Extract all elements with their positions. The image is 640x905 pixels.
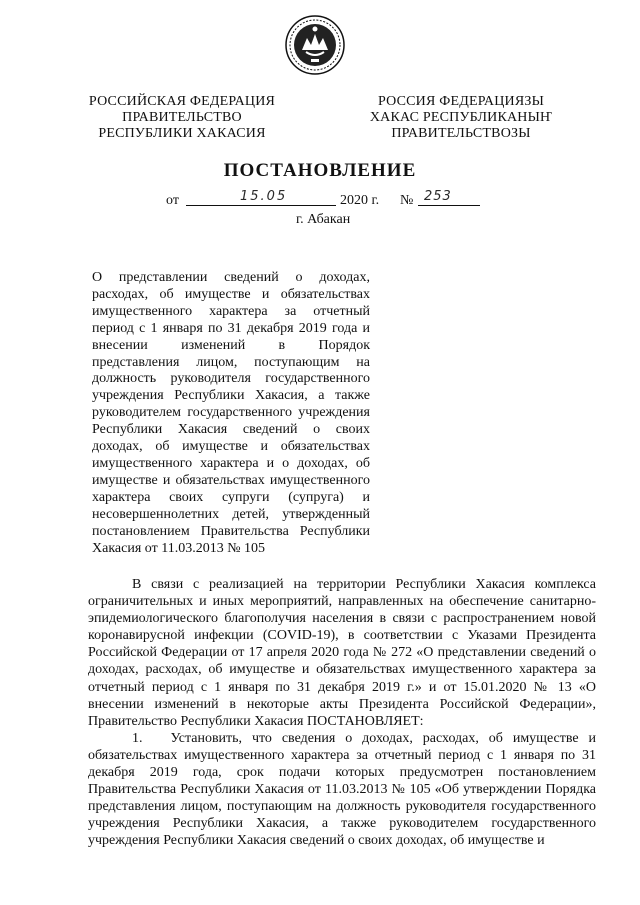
number-sign: № [400, 193, 414, 208]
body-text [88, 576, 596, 850]
subject-paragraph: О представлении сведений о доходах, расходах, об имуществе и обязательствах имущественного характера за отчетный период с 1 января по 31 декабря 2019 года и внесении изменений в Порядок представления лицом, поступающим на должность руководителя государственного учреждения Республики Хакасия, а также руководителем государственного учреждения Республики Хакасия сведений о своих доходах, об имуществе и обязательствах имущественного характера и о доходах, об имуществе и обязательствах имущественного характера своих супруги (супруга) и несовершеннолетних детей, утвержденный постановлением Правительства Республики Хакасия от 11.03.2013 № 105 [92, 270, 370, 556]
header-right-line: ХАКАС РЕСПУБЛИКАНЫҤ [369, 110, 553, 125]
date-prefix: от [166, 193, 179, 208]
document-title: ПОСТАНОВЛЕНИЕ [223, 160, 417, 181]
header-left-line: РЕСПУБЛИКИ ХАКАСИЯ [98, 126, 266, 141]
city-label: г. Абакан [296, 212, 351, 227]
header-left-line: РОССИЙСКАЯ ФЕДЕРАЦИЯ [88, 94, 276, 109]
coat-of-arms-icon [284, 14, 346, 76]
handwritten-number: 253 [424, 189, 452, 204]
year-label: 2020 г. [340, 193, 380, 208]
header-right-block [366, 94, 556, 142]
header-left-line: ПРАВИТЕЛЬСТВО [122, 110, 242, 125]
date-number-line [166, 189, 486, 211]
date-underline [186, 205, 336, 206]
preamble-paragraph: В связи с реализацией на территории Республики Хакасия комплекса ограничительных и иных мероприятий, направленных на обеспечение санитарно-эпидемиологического благополучия населения в связи с распространением новой коронавирусной инфекции (COVID-19), в соответствии с Указами Президента Российской Федерации от 17 апреля 2020 года № 272 «О представлении сведений о доходах, расходах, об имуществе и обязательствах имущественного характера за отчетный период с 1 января по 31 декабря 2019 г.» и от 15.01.2020 № 13 «О внесении изменений в некоторые акты Президента Российской Федерации», Правительство Республики Хакасия ПОСТАНОВЛЯЕТ: [88, 577, 596, 729]
number-underline [418, 205, 480, 206]
header-left-block [76, 94, 288, 142]
handwritten-date: 15.05 [240, 189, 288, 204]
item-1-paragraph: 1. Установить, что сведения о доходах, расходах, об имуществе и обязательствах имущественного характера за отчетный период с 1 января по 31 декабря 2019 года, срок подачи которых предусмотрен постановлением Правительства Республики Хакасия от 11.03.2013 № 105 «Об утверждении Порядка представления лицом, поступающим на должность руководителя государственного учреждения Республики Хакасия, а также руководителем государственного учреждения Республики Хакасия сведений о своих доходах, об имуществе и [88, 730, 596, 849]
header-right-line: ПРАВИТЕЛЬСТВОЗЫ [391, 126, 531, 141]
header-right-line: РОССИЯ ФЕДЕРАЦИЯЗЫ [377, 94, 545, 109]
